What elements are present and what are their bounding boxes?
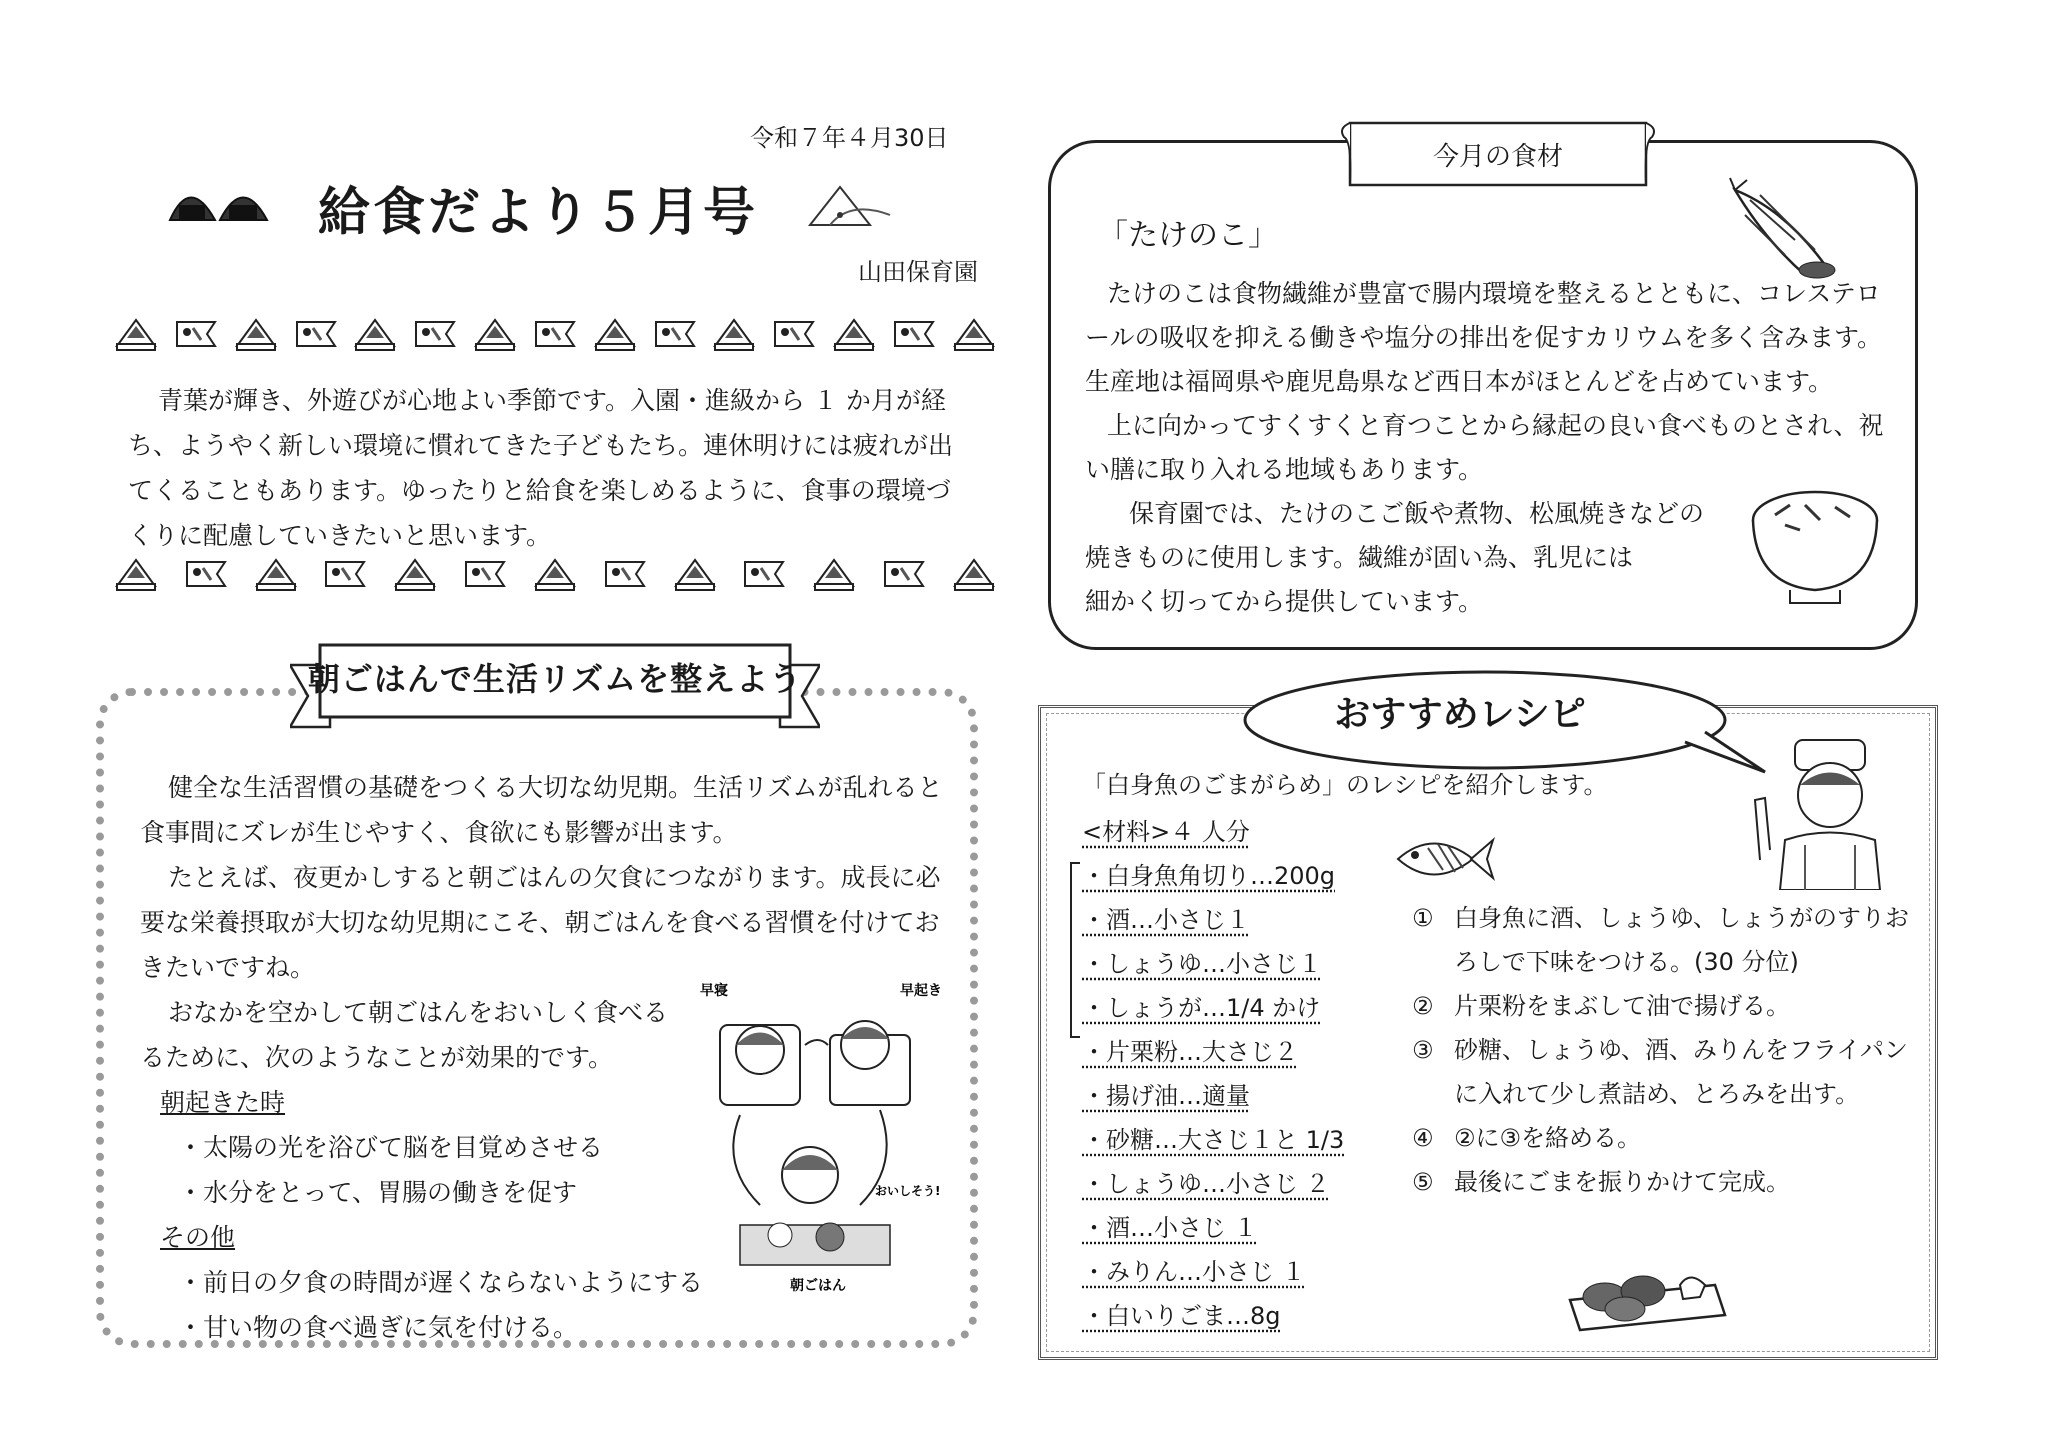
ingredient-paragraph-3a: 保育園では、たけのこご飯や煮物、松風焼きなどの: [1129, 499, 1705, 528]
breakfast-paragraph-1: 健全な生活習慣の基礎をつくる大切な幼児期。生活リズムが乱れると食事間にズレが生じやすく、食欲にも影響が出ます。: [140, 773, 943, 847]
ingredient-bracket: [1070, 862, 1080, 1038]
decoration-row-top: [115, 312, 995, 356]
ingredient-item: ・白身魚角切り…200g: [1082, 862, 1336, 890]
koinobori-icon: [773, 316, 815, 352]
other-item: ・甘い物の食べ過ぎに気を付ける。: [178, 1313, 579, 1342]
bamboo-shoot-icon: [1725, 170, 1845, 280]
issue-date: 令和７年４月30日: [750, 124, 949, 152]
fish-icon: [1393, 828, 1495, 890]
ingredient-item: ・しょうゆ…小さじ ２: [1082, 1170, 1330, 1198]
newsletter-title: 給食だより５月号: [318, 183, 759, 243]
recipe-intro: 「白身魚のごまがらめ」のレシピを紹介します。: [1082, 771, 1608, 799]
breakfast-paragraph-3: おなかを空かして朝ごはんをおいしく食べるるために、次のようなことが効果的です。: [140, 998, 669, 1072]
recipe-heading: おすすめレシピ: [1334, 694, 1586, 735]
ingredient-paragraph-2: 上に向かってすくすくと育つことから縁起の良い食べものとされ、祝い膳に取り入れる地域もあります。: [1085, 411, 1884, 484]
breakfast-paragraph-2: たとえば、夜更かしすると朝ごはんの欠食につながります。成長に必要な栄養摂取が大切な幼児期にこそ、朝ごはんを食べる習慣を付けておきたいですね。: [140, 863, 941, 982]
ingredient-paragraph-3c: 細かく切ってから提供しています。: [1085, 587, 1484, 616]
koinobori-icon: [324, 556, 366, 592]
koinobori-icon: [883, 556, 925, 592]
sleep-label: 早寝: [700, 983, 728, 999]
tasty-label: おいしそう!: [875, 1184, 941, 1198]
ingredient-paragraph-1: たけのこは食物繊維が豊富で腸内環境を整えるとともに、コレステロールの吸収を抑える働きや塩分の排出を促すカリウムを多く含みます。生産地は福岡県や鹿児島県など西日本がほとんどを占めています。: [1085, 279, 1883, 396]
rice-bowl-icon: [1745, 475, 1885, 610]
kabuto-icon: [394, 556, 436, 592]
step-text: 最後にごまを振りかけて完成。: [1454, 1168, 1790, 1196]
ingredient-box-title: 今月の食材: [1432, 142, 1563, 172]
kabuto-icon: [594, 316, 636, 352]
koinobori-icon: [464, 556, 506, 592]
children-routine-illustration: [700, 965, 960, 1295]
kabuto-icon: [713, 316, 755, 352]
kabuto-illustration-icon: [800, 175, 900, 235]
recipe-step: [1412, 984, 1912, 1028]
other-item: ・前日の夕食の時間が遅くならないようにする: [178, 1268, 704, 1297]
intro-text: [128, 378, 958, 558]
step-text: 片栗粉をまぶして油で揚げる。: [1454, 992, 1790, 1020]
wake-label: 早起き: [900, 983, 942, 999]
kabuto-icon: [115, 316, 157, 352]
ingredient-item: ・揚げ油…適量: [1082, 1082, 1250, 1110]
recipe-step: [1412, 1160, 1912, 1204]
step-number: ⑤: [1412, 1168, 1434, 1196]
kabuto-icon: [255, 556, 297, 592]
breakfast-heading: 朝ごはんで生活リズムを整えよう: [307, 660, 803, 698]
koinobori-icon: [185, 556, 227, 592]
step-number: ④: [1412, 1124, 1434, 1152]
step-text: ②に③を絡める。: [1454, 1124, 1642, 1152]
koinobori-icon: [743, 556, 785, 592]
ingredient-item: ・しょうが…1/4 かけ: [1082, 994, 1321, 1022]
recipe-step: [1412, 896, 1912, 984]
morning-heading: 朝起きた時: [160, 1088, 286, 1117]
ingredients-list: [1082, 810, 1382, 1338]
kabuto-icon: [235, 316, 277, 352]
kabuto-icon: [813, 556, 855, 592]
kabuto-icon: [115, 556, 157, 592]
ingredient-paragraph-3b: 焼きものに使用します。繊維が固い為、乳児には: [1085, 543, 1634, 572]
koinobori-icon: [654, 316, 696, 352]
step-number: ③: [1412, 1036, 1434, 1064]
koinobori-icon: [295, 316, 337, 352]
kabuto-icon: [534, 556, 576, 592]
koinobori-icon: [414, 316, 456, 352]
morning-item: ・太陽の光を浴びて脳を目覚めさせる: [178, 1133, 604, 1162]
step-number: ①: [1412, 904, 1434, 932]
recipe-steps: [1412, 896, 1912, 1204]
ingredient-item: ・酒…小さじ １: [1082, 1214, 1258, 1242]
kabuto-icon: [953, 556, 995, 592]
ingredient-name: 「たけのこ」: [1098, 218, 1278, 253]
onigiri-icon: [165, 175, 275, 225]
ingredient-item: ・酒…小さじ１: [1082, 906, 1250, 934]
koinobori-icon: [604, 556, 646, 592]
kabuto-icon: [833, 316, 875, 352]
intro-paragraph: 青葉が輝き、外遊びが心地よい季節です。入園・進級から １ か月が経ち、ようやく新しい環境に慣れてきた子どもたち。連休明けには疲れが出てくることもあります。ゆったりと給食を楽しめるように、食事の環境づくりに配慮していきたいと思います。: [128, 386, 954, 550]
step-text: 白身魚に酒、しょうゆ、しょうがのすりおろしで下味をつける。(30 分位): [1454, 904, 1910, 976]
morning-item: ・水分をとって、胃腸の働きを促す: [178, 1178, 578, 1207]
kabuto-icon: [474, 316, 516, 352]
other-heading: その他: [160, 1223, 236, 1252]
koinobori-icon: [893, 316, 935, 352]
ingredient-item: ・しょうゆ…小さじ１: [1082, 950, 1322, 978]
organization-name: 山田保育園: [858, 258, 978, 286]
decoration-row-bottom: [115, 552, 995, 596]
breakfast-label: 朝ごはん: [790, 1278, 846, 1294]
koinobori-icon: [175, 316, 217, 352]
ingredient-item: ・片栗粉…大さじ２: [1082, 1038, 1298, 1066]
chef-illustration: [1730, 730, 1900, 890]
dish-plate-icon: [1565, 1245, 1730, 1335]
ingredient-item: ・白いりごま…8g: [1082, 1302, 1281, 1330]
recipe-step: [1412, 1116, 1912, 1160]
ingredient-item: ・みりん…小さじ １: [1082, 1258, 1306, 1286]
step-number: ②: [1412, 992, 1434, 1020]
step-text: 砂糖、しょうゆ、酒、みりんをフライパンに入れて少し煮詰め、とろみを出す。: [1454, 1036, 1908, 1108]
kabuto-icon: [674, 556, 716, 592]
ingredient-item: ・砂糖…大さじ１と 1/3: [1082, 1126, 1345, 1154]
koinobori-icon: [534, 316, 576, 352]
servings: <材料>４ 人分: [1082, 818, 1250, 846]
recipe-step: [1412, 1028, 1912, 1116]
kabuto-icon: [953, 316, 995, 352]
kabuto-icon: [354, 316, 396, 352]
